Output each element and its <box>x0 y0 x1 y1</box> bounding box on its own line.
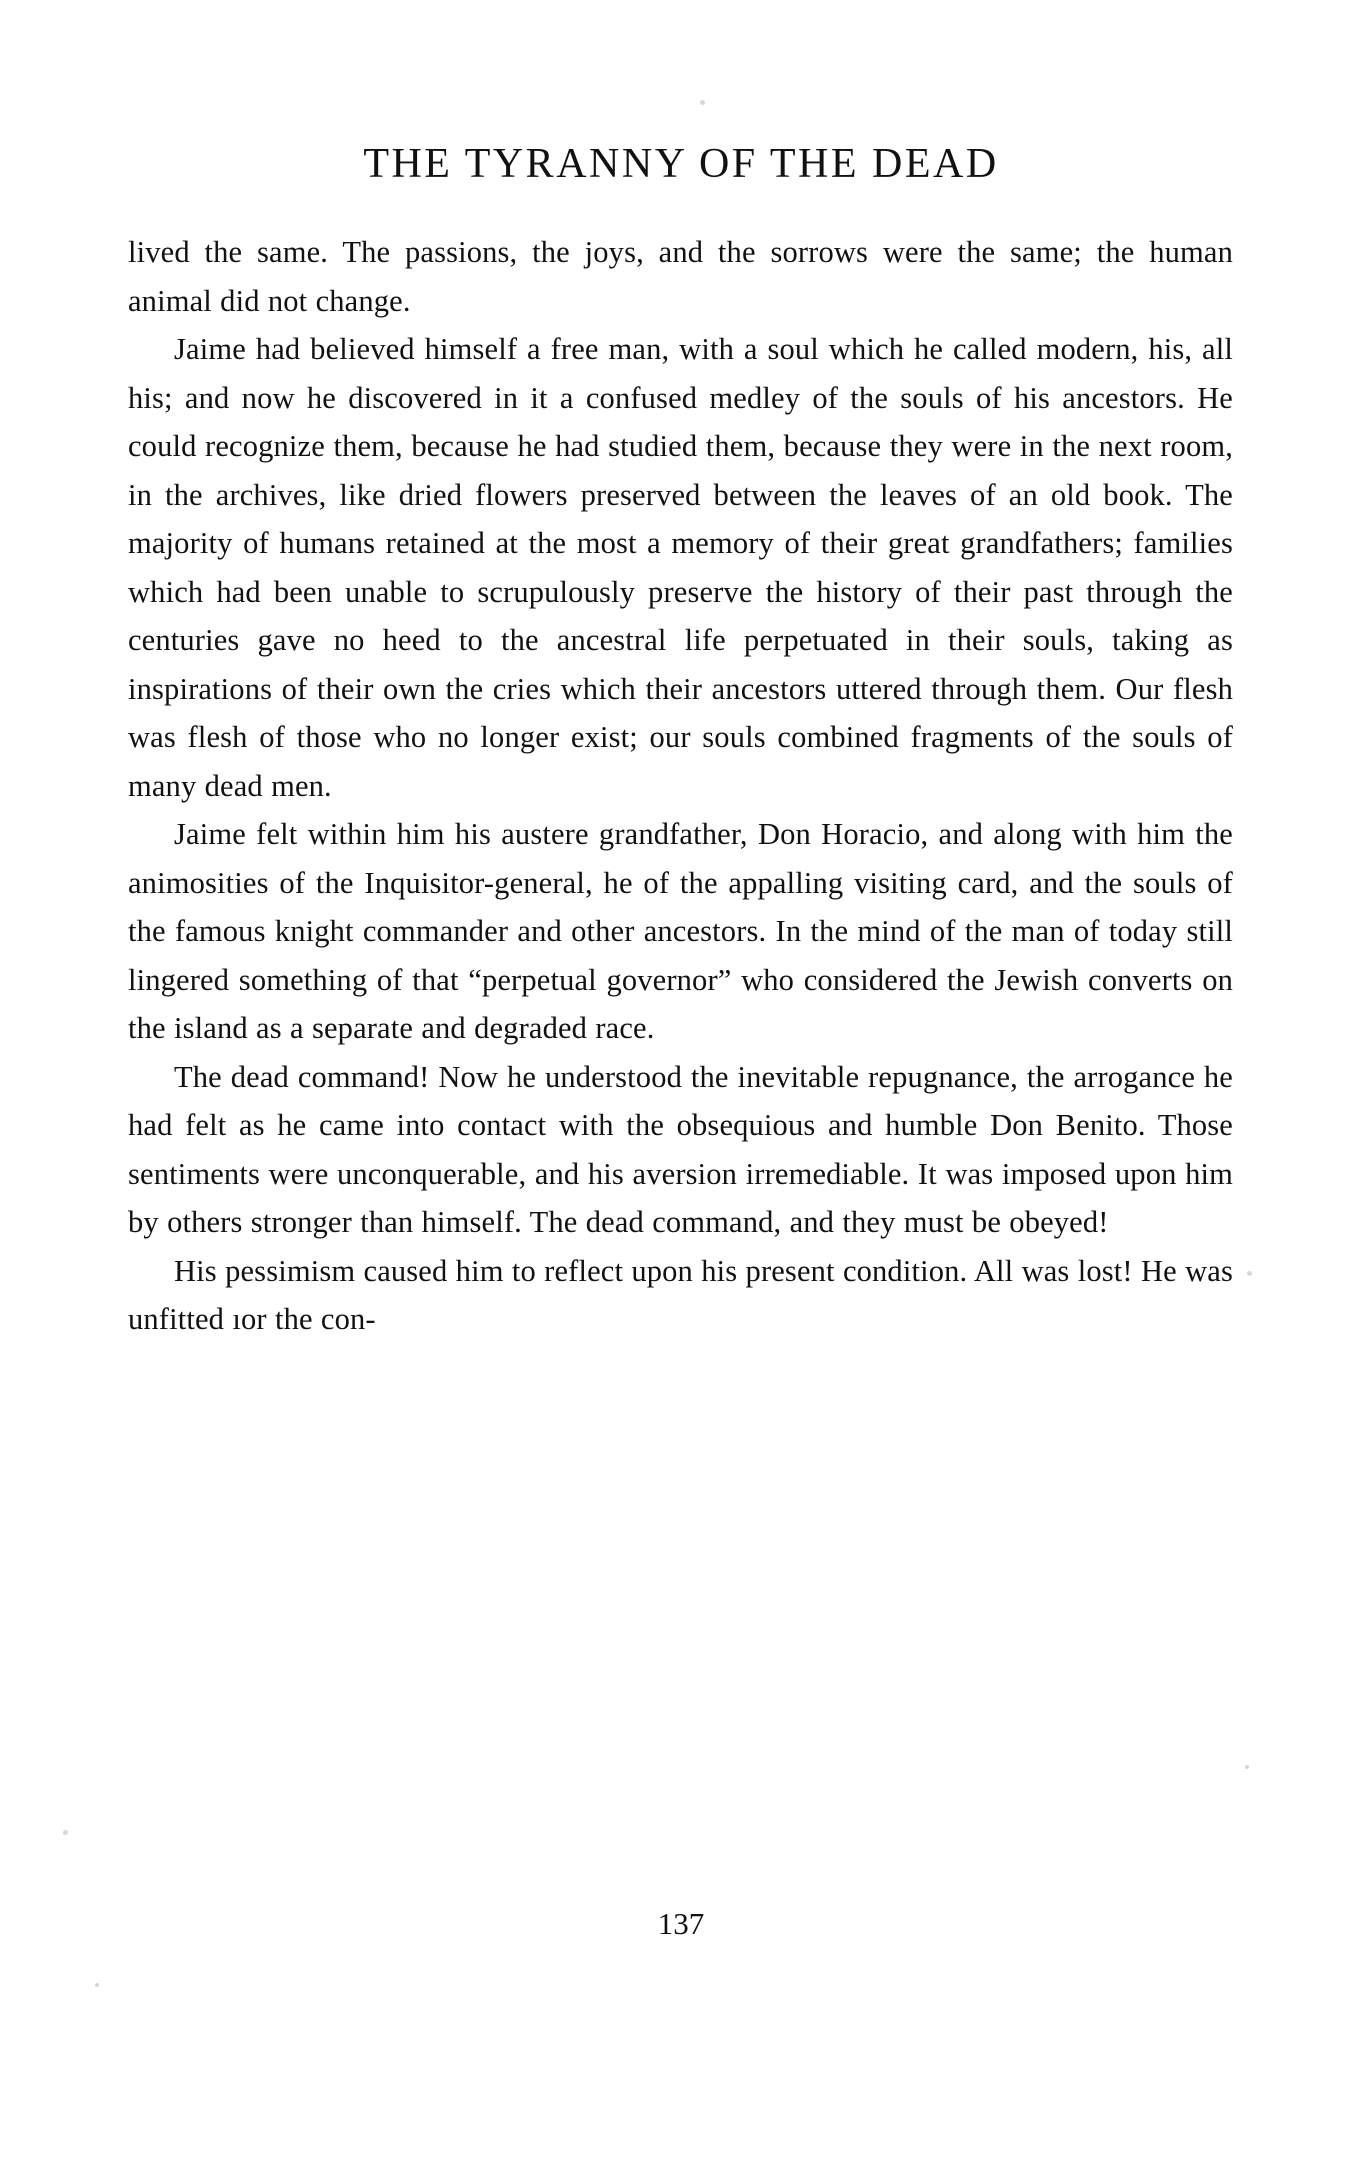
scan-speck <box>1247 1271 1252 1276</box>
paragraph: The dead command! Now he understood the inevitable repugnance, the arrogance he had felt as he came into contact with the obsequious and humble Don Benito. Those sentiments were unconquerable, and his aversion irremediable. It was imposed upon him by others stronger than himself. The dead command, and they must be obeyed! <box>128 1059 1233 1239</box>
scan-speck <box>95 1983 99 1987</box>
paragraph: Jaime had believed himself a free man, with a soul which he called modern, his, all his; and now he discovered in it a confused medley of the souls of his ancestors. He could recognize them, because he had studied them, because they were in the next room, in the archives, like dried flowers preserved between the leaves of an old book. The majority of humans retained at the most a memory of their great grandfathers; families which had been unable to scrupulously preserve the history of their past through the centuries gave no heed to the ancestral life perpetuated in their souls, taking as inspirations of their own the cries which their ancestors uttered through them. Our flesh was flesh of those who no longer exist; our souls combined fragments of the souls of many dead men. <box>128 332 1233 803</box>
paragraph: His pessimism caused him to reflect upon his present condition. All was lost! He was unfitted ıor the con- <box>128 1253 1233 1336</box>
scan-speck <box>1245 1765 1249 1769</box>
scan-speck <box>63 1830 68 1835</box>
paragraph: Jaime felt within him his austere grandfather, Don Horacio, and along with him the animosities of the Inquisitor-general, he of the appalling visiting card, and the souls of the famous knight commander and other ancestors. In the mind of the man of today still lingered something of that “perpetual governor” who considered the Jewish converts on the island as a separate and degraded race. <box>128 817 1233 1045</box>
paragraph: lived the same. The passions, the joys, and the sorrows were the same; the human animal did not change. <box>128 235 1233 318</box>
page-header-title: THE TYRANNY OF THE DEAD <box>363 141 999 187</box>
body-text <box>128 228 1233 1344</box>
scan-speck <box>700 100 705 105</box>
page-number: 137 <box>657 1906 705 1941</box>
